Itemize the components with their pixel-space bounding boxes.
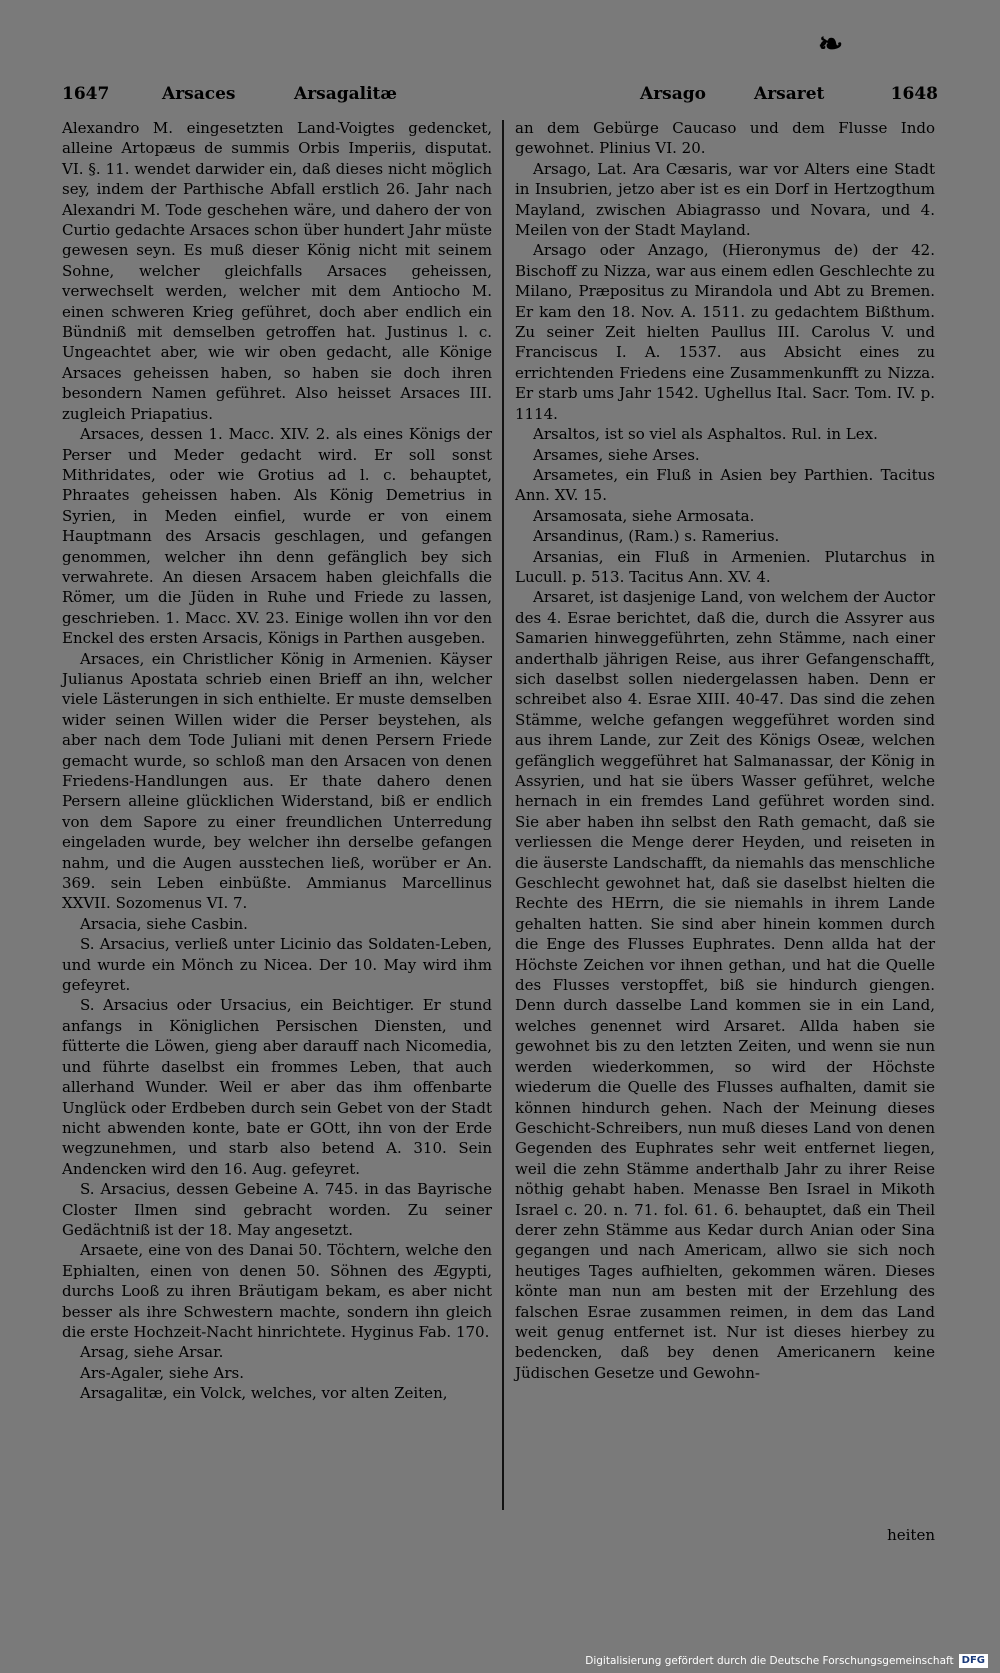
dfg-logo: DFG xyxy=(959,1654,988,1668)
dictionary-entry: Arsaces, ein Christlicher König in Armenien. Käyser Julianus Apostata schrieb einen Brieff an ihn, welcher viele Lästerungen in sich enthielte. Er muste demselben wider seinen Willen wider die Perser beystehen, als aber nach dem Tode Juliani mit denen Persern Friede gemacht wurde, so schloß man den Arsacen von denen Friedens-Handlungen aus. Er thate dahero denen Persern alleine glücklichen Widerstand, biß er endlich von dem Sapore zu einer freundlichen Unterredung eingeladen wurde, bey welcher ihn derselbe gefangen nahm, und die Augen ausstechen ließ, worüber er An. 369. sein Leben einbüßte. Ammianus Marcellinus XXVII. Sozomenus VI. 7. xyxy=(62,649,492,913)
dictionary-entry: Arsago oder Anzago, (Hieronymus de) der 42. Bischoff zu Nizza, war aus einem edlen Geschlechte zu Milano, Præpositus zu Mirandola und Abt zu Bremen. Er kam den 18. Nov. A. 1511. zu gedachtem Bißthum. Zu seiner Zeit hielten Paullus III. Carolus V. und Franciscus I. A. 1537. aus Absicht eines zu errichtenden Friedens eine Zusammenkunfft zu Nizza. Er starb ums Jahr 1542. Ughellus Ital. Sacr. Tom. IV. p. 1114. xyxy=(515,241,935,423)
digitization-footer xyxy=(585,1654,988,1668)
left-column xyxy=(62,118,492,1404)
left-page-number: 1647 xyxy=(62,84,110,104)
dictionary-entry: Arsaret, ist dasjenige Land, von welchem der Auctor des 4. Esrae berichtet, daß die, durch die Assyrer aus Samarien hinweggeführten, zehn Stämme, nach einer anderthalb jährigen Reise, aus ihrer Gefangenschafft, sich daselbst sollen niedergelassen haben. Denn er schreibet also 4. Esrae XIII. 40-47. Das sind die zehen Stämme, welche gefangen weggeführet worden sind aus ihrem Lande, zur Zeit des Königs Oseæ, welchen gefänglich weggeführet hat Salmanassar, der König in Assyrien, und hat sie übers Wasser geführet, welche hernach in ein fremdes Land geführet worden sind. Sie aber haben ihn selbst den Rath gemacht, daß sie verliessen die Menge derer Heyden, und reiseten in die äuserste Landschafft, da niemahls das menschliche Geschlecht gewohnet hat, daß sie daselbst hielten die Rechte des HErrn, die sie niemahls in ihrem Lande gehalten hatten. Sie sind aber hinein kommen durch die Enge des Flusses Euphrates. Denn allda hat der Höchste Zeichen vor ihnen gethan, und hat die Quelle des Flusses verstopffet, biß sie hindurch giengen. Denn durch dasselbe Land kommen sie in ein Land, welches genennet wird Arsaret. Allda haben sie gewohnet bis zu den letzten Zeiten, und wenn sie nun werden wiederkommen, so wird der Höchste wiederum die Quelle des Flusses aufhalten, damit sie können hindurch gehen. Nach der Meinung dieses Geschicht-Schreibers, nun muß dieses Land von denen Gegenden des Euphrates sehr weit entfernet liegen, weil die zehn Stämme anderthalb Jahr zu ihrer Reise nöthig gehabt haben. Menasse Ben Israel in Mikoth Israel c. 20. n. 71. fol. 61. 6. behauptet, daß ein Theil derer zehn Stämme aus Kedar durch Anian oder Sina gegangen und nach Americam, allwo sie sich noch heutiges Tages aufhielten, gekommen wären. Dieses könte man nun am besten mit der Erzehlung des falschen Esrae zusammen reimen, in dem das Land weit genug entfernet ist. Nur ist dieses hierbey zu bedencken, daß bey denen Americanern keine Jüdischen Gesetze und Gewohn- xyxy=(515,588,935,1382)
dictionary-entry: Arsandinus, (Ram.) s. Ramerius. xyxy=(533,527,780,546)
right-column xyxy=(515,118,935,1383)
dictionary-entry: Arsames, siehe Arses. xyxy=(533,445,700,464)
running-header xyxy=(62,84,938,112)
dictionary-entry: Arsaltos, ist so viel als Asphaltos. Rul. in Lex. xyxy=(533,425,878,444)
dictionary-entry: Ars-Agaler, siehe Ars. xyxy=(80,1363,245,1382)
dictionary-entry: an dem Gebürge Caucaso und dem Flusse Indo gewohnet. Plinius VI. 20. xyxy=(515,119,935,158)
column-divider xyxy=(502,120,504,1510)
dictionary-entry: S. Arsacius, dessen Gebeine A. 745. in das Bayrische Closter Ilmen sind gebracht worden. Zu seiner Gedächtniß ist der 18. May angesetzt. xyxy=(62,1180,492,1239)
corner-ornament: ❧ xyxy=(818,27,844,62)
catchword: heiten xyxy=(887,1526,935,1544)
dictionary-entry: Arsaete, eine von des Danai 50. Töchtern, welche den Ephialten, einen von denen 50. Söhnen des Ægypti, durchs Looß zu ihren Bräutigam bekam, es aber nicht besser als ihre Schwestern machte, sondern ihn gleich die erste Hochzeit-Nacht hinrichtete. Hyginus Fab. 170. xyxy=(62,1241,492,1341)
dictionary-entry: Arsag, siehe Arsar. xyxy=(80,1343,224,1362)
dictionary-entry: Arsaces, dessen 1. Macc. XIV. 2. als eines Königs der Perser und Meder gedacht wird. Er soll sonst Mithridates, oder wie Grotius ad l. c. behauptet, Phraates geheissen haben. Als König Demetrius in Syrien, in Meden einfiel, wurde er von einem Hauptmann des Arsacis geschlagen, und gefangen genommen, welcher ihn denn gefänglich bey sich verwahrete. An diesen Arsacem haben gleichfalls die Römer, um die Jüden in Ruhe und Friede zu lassen, geschrieben. 1. Macc. XV. 23. Einige wollen ihn vor den Enckel des ersten Arsacis, Königs in Parthen ausgeben. xyxy=(62,425,492,648)
dictionary-entry: Arsacia, siehe Casbin. xyxy=(80,914,248,933)
right-first-word: Arsago xyxy=(640,84,706,104)
dictionary-entry: Alexandro M. eingesetzten Land-Voigtes gedencket, alleine Artopæus de summis Orbis Imperiis, disputat. VI. §. 11. wendet darwider ein, daß dieses nicht möglich sey, indem der Parthische Abfall erstlich 26. Jahr nach Alexandri M. Tode geschehen wäre, und dahero der von Curtio gedachte Arsaces schon über hundert Jahr müste gewesen seyn. Es muß dieser König nicht mit seinem Sohne, welcher gleichfalls Arsaces geheissen, verwechselt werden, welcher mit dem Antiocho M. einen schweren Krieg geführet, doch aber endlich ein Bündniß mit demselben getroffen hat. Justinus l. c. Ungeachtet aber, wie wir oben gedacht, alle Könige Arsaces geheissen haben, so haben sie doch ihren besondern Namen geführet. Also heisset Arsaces III. zugleich Priapatius. xyxy=(62,119,492,423)
dictionary-entry: Arsamosata, siehe Armosata. xyxy=(533,506,755,525)
footer-text: Digitalisierung gefördert durch die Deutsche Forschungsgemeinschaft xyxy=(585,1655,954,1667)
dictionary-entry: Arsagalitæ, ein Volck, welches, vor alten Zeiten, xyxy=(80,1384,448,1403)
dictionary-entry: Arsametes, ein Fluß in Asien bey Parthien. Tacitus Ann. XV. 15. xyxy=(515,465,935,505)
dictionary-entry: S. Arsacius oder Ursacius, ein Beichtiger. Er stund anfangs in Königlichen Persischen Diensten, und fütterte die Löwen, gieng aber darauff nach Nicomedia, und führte daselbst ein frommes Leben, that auch allerhand Wunder. Weil er aber das ihm offenbarte Unglück oder Erdbeben durch sein Gebet von der Stadt nicht abwenden konte, bate er GOtt, ihn von der Erde wegzunehmen, und starb also betend A. 310. Sein Andencken wird den 16. Aug. gefeyret. xyxy=(62,996,492,1178)
dictionary-entry: Arsanias, ein Fluß in Armenien. Plutarchus in Lucull. p. 513. Tacitus Ann. XV. 4. xyxy=(515,547,935,586)
left-last-word: Arsagalitæ xyxy=(294,84,397,104)
right-page-number: 1648 xyxy=(890,84,938,104)
right-last-word: Arsaret xyxy=(754,84,825,104)
dictionary-entry: Arsago, Lat. Ara Cæsaris, war vor Alters eine Stadt in Insubrien, jetzo aber ist es ein Dorf in Hertzogthum Mayland, zwischen Abiagrasso und Novara, und 4. Meilen von der Stadt Mayland. xyxy=(515,159,935,240)
dictionary-entry: S. Arsacius, verließ unter Licinio das Soldaten-Leben, und wurde ein Mönch zu Nicea. Der 10. May wird ihm gefeyret. xyxy=(62,935,492,995)
left-first-word: Arsaces xyxy=(162,84,236,104)
